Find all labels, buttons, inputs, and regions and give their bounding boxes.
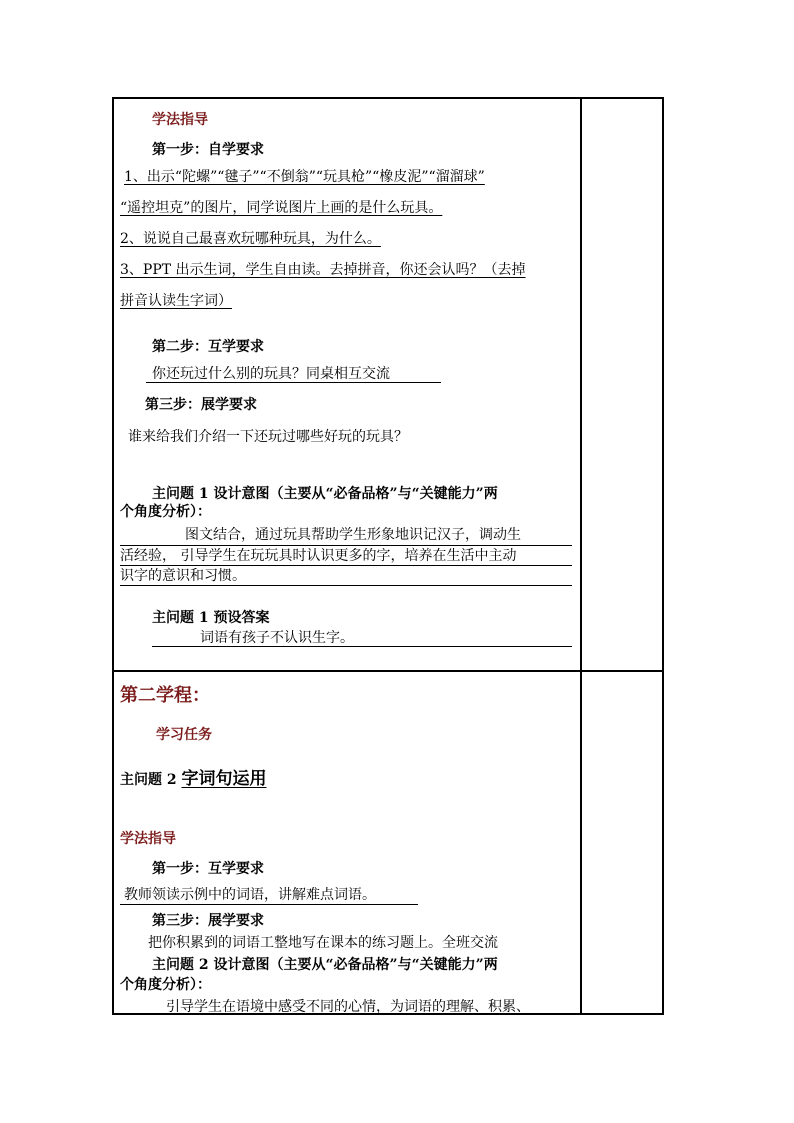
design-title-line1: 主问题 1 设计意图（主要从“必备品格”与“关键能力”两 [152,486,498,502]
step1-line3: 2、说说自己最喜欢玩哪种玩具，为什么。 [120,231,381,247]
step1-title-2: 第一步：互学要求 [152,861,264,877]
task-title: 学习任务 [156,727,212,743]
question2-heading [120,768,267,790]
question2-prefix: 主问题 2 [120,772,182,788]
underline-rule [120,545,572,546]
underline-rule [146,382,441,383]
design-line1: 图文结合，通过玩具帮助学生形象地识记汉子，调动生 [185,527,521,543]
underline-rule [120,585,572,586]
design-line3: 识字的意识和习惯。 [120,568,246,584]
step3-line-2: 把你积累到的词语工整地写在课本的练习题上。全班交流 [148,935,498,951]
design2-line1: 引导学生在语境中感受不同的心情，为词语的理解、积累、 [166,999,530,1015]
column-divider [580,97,582,1015]
step1-line2: “遥控坦克”的图片，同学说图片上画的是什么玩具。 [120,200,443,216]
answer-title: 主问题 1 预设答案 [152,610,270,626]
row-divider [112,670,664,672]
answer-line: 词语有孩子不认识生字。 [200,630,354,646]
step1-title: 第一步：自学要求 [152,142,264,158]
underline-rule [120,565,572,566]
section-heading: 第二学程： [120,685,210,706]
step1-line4: 3、PPT 出示生词，学生自由读。去掉拼音，你还会认吗？（去掉 [120,262,526,278]
step1-line5: 拼音认读生字词） [120,293,232,309]
method-heading: 学法指导 [152,112,208,128]
underline-rule [120,904,418,905]
question2-title: 字词句运用 [181,769,267,789]
step1-line1: 1、出示“陀螺”“毽子”“不倒翁”“玩具枪”“橡皮泥”“溜溜球” [124,169,485,185]
design2-title-line2: 个角度分析）： [120,977,211,993]
method-heading-2: 学法指导 [120,831,176,847]
design-line2: 活经验， 引导学生在玩玩具时认识更多的字，培养在生活中主动 [120,548,517,564]
underline-rule [152,646,572,647]
step2-title: 第二步：互学要求 [152,339,264,355]
design2-title-line1: 主问题 2 设计意图（主要从“必备品格”与“关键能力”两 [152,957,498,973]
step2-line: 你还玩过什么别的玩具？同桌相互交流 [152,366,390,382]
design-title-line2: 个角度分析）： [120,504,211,520]
step3-title: 第三步：展学要求 [145,397,257,413]
step3-line: 谁来给我们介绍一下还玩过哪些好玩的玩具？ [128,429,408,445]
step3-title-2: 第三步：展学要求 [152,913,264,929]
step1-line-2: 教师领读示例中的词语，讲解难点词语。 [124,887,376,903]
